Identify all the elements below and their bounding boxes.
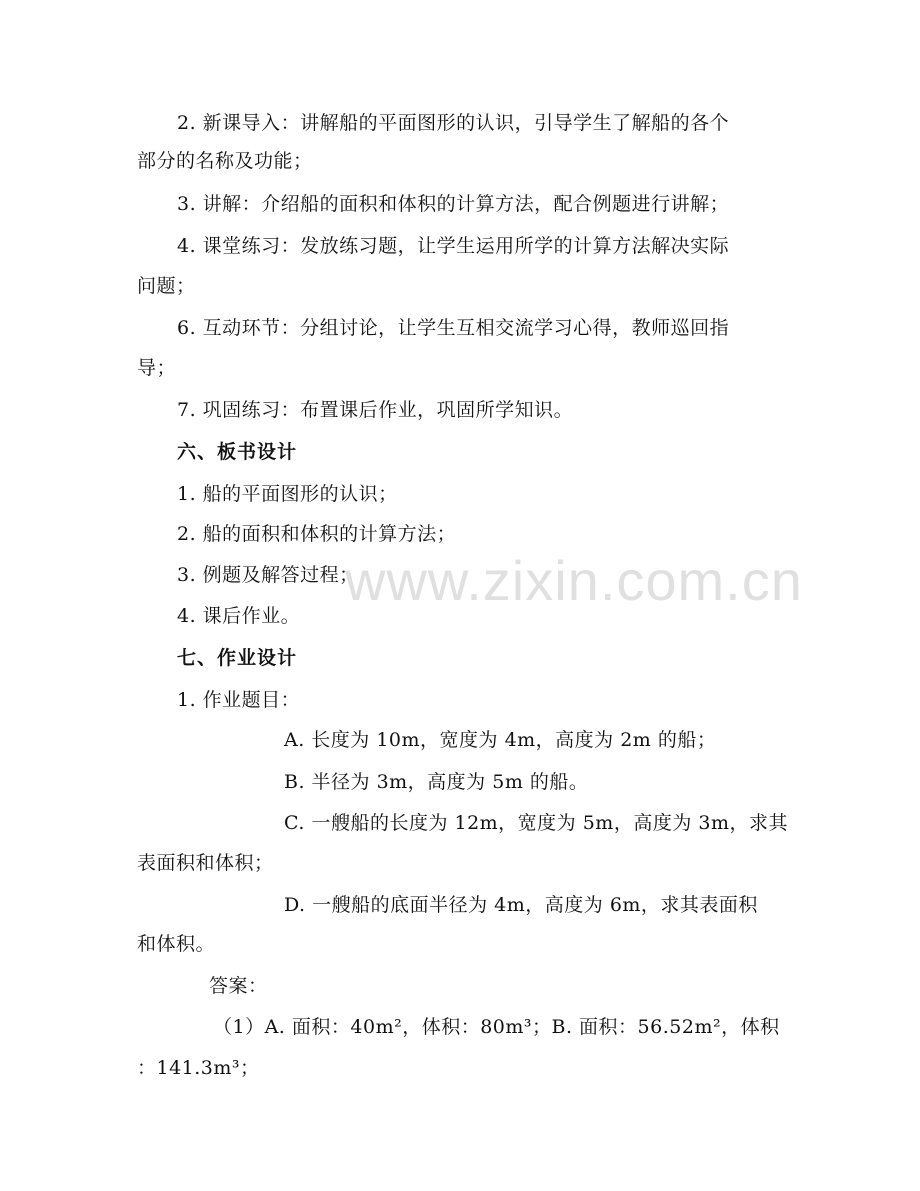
- text-line-answer-1: （1）A. 面积：40m²，体积：80m³；B. 面积：56.52m²，体积: [213, 1016, 780, 1038]
- text-line-interaction: 6. 互动环节：分组讨论，让学生互相交流学习心得，教师巡回指: [177, 317, 730, 339]
- text-line-item-c: C. 一艘船的长度为 12m，宽度为 5m，高度为 3m，求其: [284, 812, 788, 834]
- text-line-item-a: A. 长度为 10m，宽度为 4m，高度为 2m 的船；: [284, 729, 717, 751]
- text-line-practice-cont: 问题；: [137, 275, 196, 297]
- text-line-board-4: 4. 课后作业。: [177, 605, 301, 627]
- text-line-item-d: D. 一艘船的底面半径为 4m，高度为 6m，求其表面积: [284, 894, 758, 916]
- text-line-practice: 4. 课堂练习：发放练习题，让学生运用所学的计算方法解决实际: [177, 235, 730, 257]
- text-line-explain: 3. 讲解：介绍船的面积和体积的计算方法，配合例题进行讲解；: [177, 193, 730, 215]
- text-line-item-d-cont: 和体积。: [137, 933, 216, 955]
- text-line-homework-title: 1. 作业题目：: [177, 689, 301, 711]
- section-heading-homework-design: 七、作业设计: [177, 647, 298, 669]
- text-line-board-3: 3. 例题及解答过程；: [177, 564, 359, 586]
- text-line-item-c-cont: 表面积和体积；: [137, 852, 274, 874]
- text-line-new-lesson: 2. 新课导入：讲解船的平面图形的认识，引导学生了解船的各个: [177, 112, 730, 134]
- text-line-answer-label: 答案：: [209, 975, 268, 997]
- text-line-new-lesson-cont: 部分的名称及功能；: [137, 150, 313, 172]
- text-line-consolidation: 7. 巩固练习：布置课后作业，巩固所学知识。: [177, 399, 574, 421]
- watermark: www.zixin.com.cn: [345, 549, 803, 612]
- section-heading-board-design: 六、板书设计: [177, 441, 298, 463]
- text-line-interaction-cont: 导；: [137, 357, 177, 379]
- text-line-board-2: 2. 船的面积和体积的计算方法；: [177, 523, 457, 545]
- text-line-board-1: 1. 船的平面图形的认识；: [177, 483, 398, 505]
- text-line-item-b: B. 半径为 3m，高度为 5m 的船。: [284, 771, 589, 793]
- text-line-answer-1-cont: ：141.3m³；: [137, 1057, 260, 1079]
